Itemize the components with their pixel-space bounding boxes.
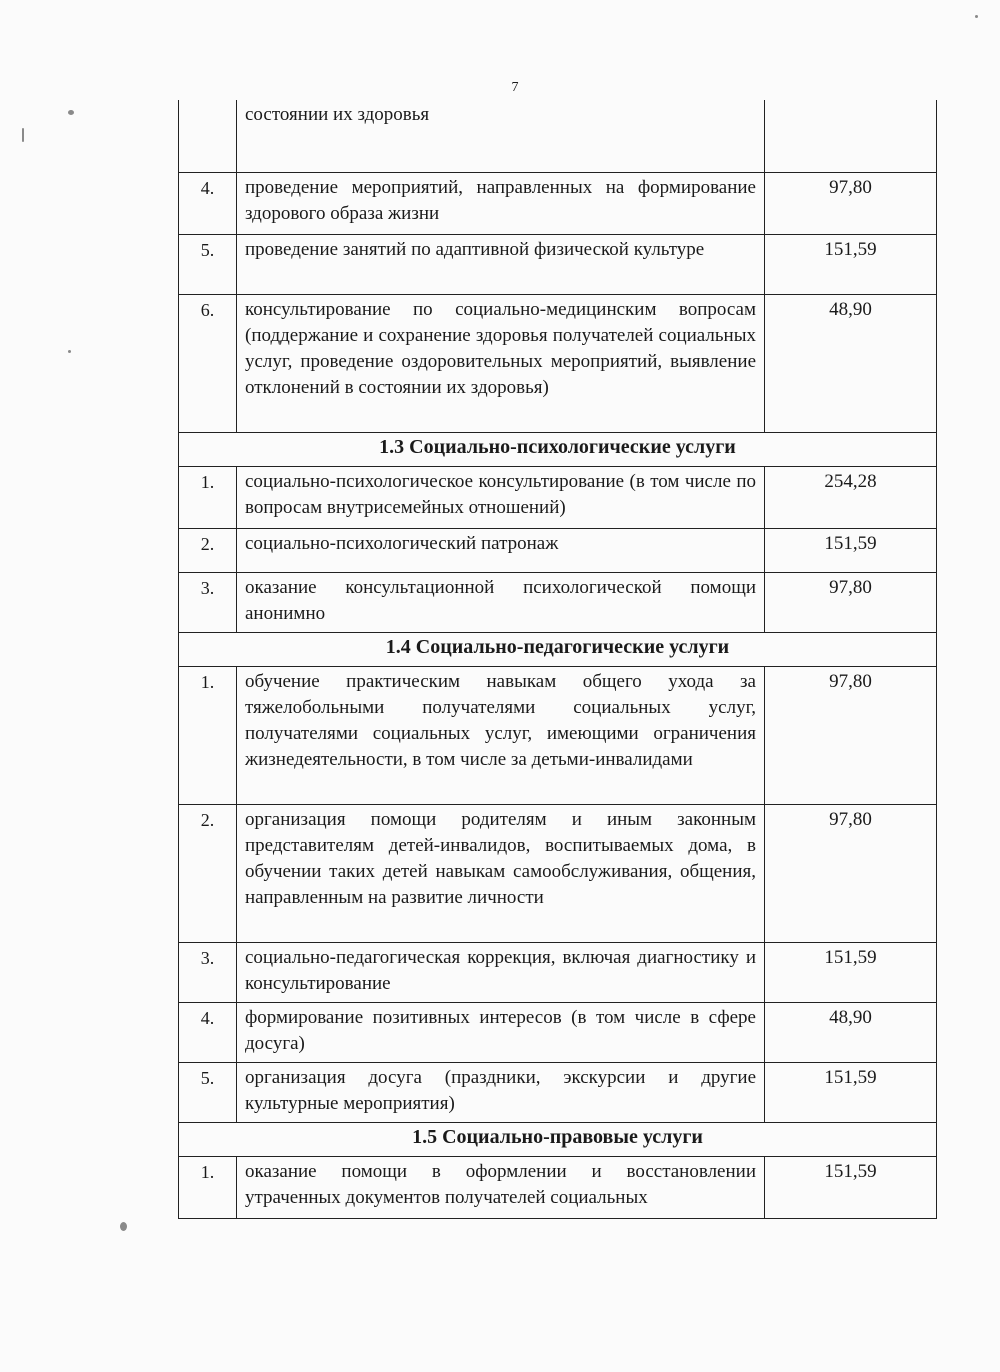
table-row [179,1062,937,1122]
row-number: 6. [179,294,237,432]
table-row [179,942,937,1002]
table-row [179,804,937,942]
service-name: консультирование по социально-медицинским вопросам (поддержание и сохранение здоровья получателей социальных услуг, проведение оздоровительных мероприятий, выявление отклонений в состоянии их здоровья) [237,294,765,432]
table-row [179,1002,937,1062]
scan-speck [22,128,24,142]
service-price: 97,80 [765,804,937,942]
row-number: 3. [179,572,237,632]
row-number: 2. [179,804,237,942]
service-name: обучение практическим навыкам общего ухода за тяжелобольными получателями социальных услуг, получателями социальных услуг, имеющими ограничения жизнедеятельности, в том числе за детьми-инвалидами [237,666,765,804]
row-number: 3. [179,942,237,1002]
scan-speck [68,350,71,353]
services-price-table [178,100,937,1219]
table-row [179,528,937,572]
table-row [179,234,937,294]
service-price: 48,90 [765,294,937,432]
table-row [179,572,937,632]
service-name: социально-психологическое консультирование (в том числе по вопросам внутрисемейных отношений) [237,466,765,528]
section-header-row [179,432,937,466]
service-name: социально-педагогическая коррекция, включая диагностику и консультирование [237,942,765,1002]
service-price: 151,59 [765,1156,937,1218]
row-number: 2. [179,528,237,572]
service-name: организация помощи родителям и иным законным представителям детей-инвалидов, воспитываемых дома, в обучении таких детей навыкам самообслуживания, общения, направленным на развитие личности [237,804,765,942]
service-price: 97,80 [765,572,937,632]
section-title: 1.4 Социально-педагогические услуги [179,632,937,666]
service-name: состоянии их здоровья [237,100,765,172]
row-number: 5. [179,234,237,294]
scan-speck [975,15,978,18]
service-name: оказание консультационной психологической помощи анонимно [237,572,765,632]
table-row [179,100,937,172]
section-header-row [179,632,937,666]
service-price: 254,28 [765,466,937,528]
row-number: 5. [179,1062,237,1122]
section-title: 1.5 Социально-правовые услуги [179,1122,937,1156]
row-number: 4. [179,172,237,234]
row-number: 1. [179,466,237,528]
row-number: 1. [179,666,237,804]
service-name: организация досуга (праздники, экскурсии и другие культурные мероприятия) [237,1062,765,1122]
table-row [179,294,937,432]
scan-speck [68,110,74,115]
service-price: 151,59 [765,528,937,572]
section-title: 1.3 Социально-психологические услуги [179,432,937,466]
scan-speck [120,1222,127,1231]
table-row [179,466,937,528]
service-name: социально-психологический патронаж [237,528,765,572]
service-name: проведение мероприятий, направленных на формирование здорового образа жизни [237,172,765,234]
service-price: 97,80 [765,666,937,804]
table-row [179,666,937,804]
section-header-row [179,1122,937,1156]
service-price: 151,59 [765,942,937,1002]
service-price [765,100,937,172]
table-row [179,1156,937,1218]
row-number: 1. [179,1156,237,1218]
service-price: 151,59 [765,1062,937,1122]
service-name: оказание помощи в оформлении и восстановлении утраченных документов получателей социальных [237,1156,765,1218]
row-number: 4. [179,1002,237,1062]
service-price: 48,90 [765,1002,937,1062]
service-price: 97,80 [765,172,937,234]
table-row [179,172,937,234]
row-number [179,100,237,172]
service-price: 151,59 [765,234,937,294]
service-name: проведение занятий по адаптивной физической культуре [237,234,765,294]
page-number: 7 [511,80,519,95]
service-name: формирование позитивных интересов (в том числе в сфере досуга) [237,1002,765,1062]
